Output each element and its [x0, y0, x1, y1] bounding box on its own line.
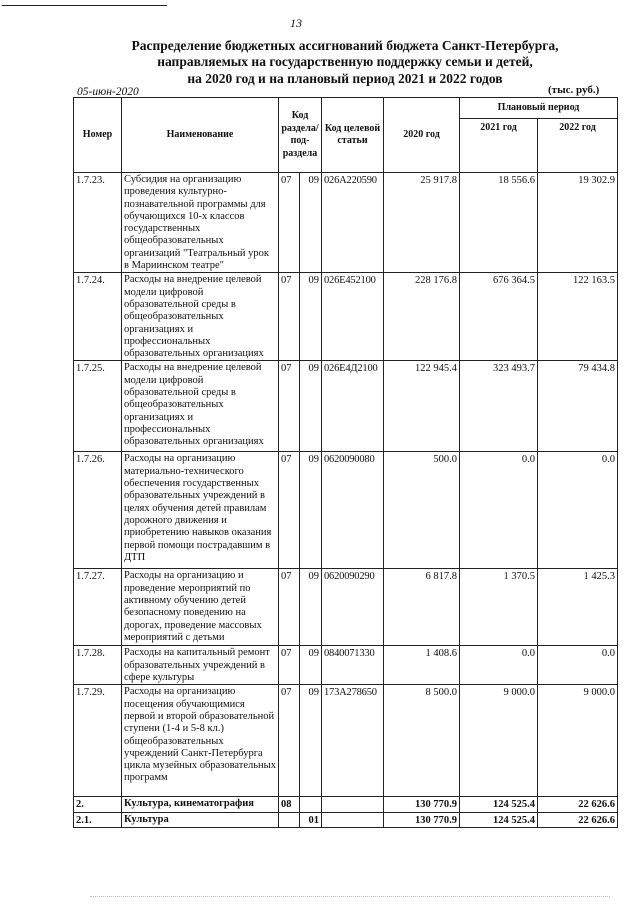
- row-value-2022-cell: 22 626.6: [538, 797, 618, 812]
- title-line-3: на 2020 год и на плановый период 2021 и 2022 годов: [187, 70, 503, 86]
- row-target-code-cell: 026Е452100: [322, 273, 384, 361]
- row-section-cell: 07: [279, 569, 300, 646]
- row-value-2020-cell: 228 176.8: [384, 273, 460, 361]
- row-value-2022-cell: 22 626.6: [538, 812, 618, 827]
- row-subsection-cell: 09: [300, 452, 322, 569]
- row-number-cell: 1.7.29.: [74, 685, 122, 797]
- row-subsection-cell: 09: [300, 173, 322, 273]
- row-name-cell: Культура, кинематография: [122, 797, 279, 812]
- unit-label: (тыс. руб.): [548, 84, 600, 96]
- row-target-code-cell: [322, 797, 384, 812]
- row-number-cell: 1.7.23.: [74, 173, 122, 273]
- row-target-code-cell: 0620090290: [322, 569, 384, 646]
- row-value-2020-cell: 25 917.8: [384, 173, 460, 273]
- row-number-cell: 2.: [74, 797, 122, 812]
- row-value-2022-cell: 9 000.0: [538, 685, 618, 797]
- row-value-2020-cell: 122 945.4: [384, 361, 460, 452]
- column-header-2020: 2020 год: [384, 98, 460, 173]
- row-number-cell: 1.7.27.: [74, 569, 122, 646]
- row-subsection-cell: 09: [300, 569, 322, 646]
- row-value-2021-cell: 124 525.4: [460, 797, 538, 812]
- row-number-cell: 1.7.26.: [74, 452, 122, 569]
- row-section-cell: 07: [279, 646, 300, 685]
- row-value-2022-cell: 1 425.3: [538, 569, 618, 646]
- row-value-2020-cell: 130 770.9: [384, 812, 460, 827]
- row-section-cell: 08: [279, 797, 300, 812]
- row-subsection-cell: 01: [300, 812, 322, 827]
- row-value-2020-cell: 1 408.6: [384, 646, 460, 685]
- row-section-cell: [279, 812, 300, 827]
- row-target-code-cell: 0620090080: [322, 452, 384, 569]
- column-header-section: Код раздела/ под-раздела: [279, 98, 322, 173]
- row-target-code-cell: [322, 812, 384, 827]
- row-subsection-cell: 09: [300, 361, 322, 452]
- row-value-2021-cell: 1 370.5: [460, 569, 538, 646]
- column-header-2021: 2021 год: [460, 119, 538, 173]
- page-number: 13: [290, 16, 302, 30]
- row-value-2020-cell: 500.0: [384, 452, 460, 569]
- row-value-2022-cell: 19 302.9: [538, 173, 618, 273]
- row-value-2021-cell: 124 525.4: [460, 812, 538, 827]
- row-value-2022-cell: 0.0: [538, 452, 618, 569]
- row-value-2021-cell: 676 364.5: [460, 273, 538, 361]
- row-value-2021-cell: 0.0: [460, 646, 538, 685]
- column-header-plan-period: Плановый период: [460, 98, 618, 119]
- column-header-2022: 2022 год: [538, 119, 618, 173]
- row-name-cell: Расходы на организацию посещения обучающимися первой и второй образовательной ступени (1-4 и 5-8 кл.) общеобразовательных учреждений Санкт-Петербурга цикла музейных образовательных программ: [122, 685, 279, 797]
- row-value-2022-cell: 0.0: [538, 646, 618, 685]
- row-name-cell: Субсидия на организацию проведения культурно-познавательной программы для обучающихся 10-х классов государственных общеобразовательных организаций "Театральный урок в Мариинском театре": [122, 173, 279, 273]
- row-subsection-cell: [300, 797, 322, 812]
- document-date: 05-июн-2020: [77, 86, 139, 98]
- row-value-2022-cell: 122 163.5: [538, 273, 618, 361]
- row-target-code-cell: 173А278650: [322, 685, 384, 797]
- row-number-cell: 2.1.: [74, 812, 122, 827]
- row-name-cell: Расходы на капитальный ремонт образовательных учреждений в сфере культуры: [122, 646, 279, 685]
- row-number-cell: 1.7.28.: [74, 646, 122, 685]
- row-name-cell: Расходы на организацию материально-технического обеспечения государственных образовательных учреждений в целях обучения детей правилам дорожного движения и приобретению навыков оказания первой помощи пострадавшим в ДТП: [122, 452, 279, 569]
- row-subsection-cell: 09: [300, 685, 322, 797]
- row-section-cell: 07: [279, 361, 300, 452]
- row-name-cell: Расходы на организацию и проведение мероприятий по активному обучению детей безопасному поведению на дорогах, проведение массовых мероприятий с детьми: [122, 569, 279, 646]
- row-name-cell: Расходы на внедрение целевой модели цифровой образовательной среды в общеобразовательных организациях и профессиональных образовательных организациях: [122, 273, 279, 361]
- table-row: [74, 273, 618, 361]
- table-row: [74, 646, 618, 685]
- row-number-cell: 1.7.24.: [74, 273, 122, 361]
- table-row: [74, 685, 618, 797]
- row-value-2022-cell: 79 434.8: [538, 361, 618, 452]
- title-line-1: Распределение бюджетных ассигнований бюджета Санкт-Петербурга,: [131, 38, 559, 53]
- row-number-cell: 1.7.25.: [74, 361, 122, 452]
- column-header-number: Номер: [74, 98, 122, 173]
- row-value-2021-cell: 0.0: [460, 452, 538, 569]
- row-value-2020-cell: 8 500.0: [384, 685, 460, 797]
- row-value-2021-cell: 9 000.0: [460, 685, 538, 797]
- row-value-2021-cell: 18 556.6: [460, 173, 538, 273]
- table-row: [74, 452, 618, 569]
- column-header-target: Код целевой статьи: [322, 98, 384, 173]
- footer-rule: [90, 896, 610, 897]
- row-target-code-cell: 026Е4Д2100: [322, 361, 384, 452]
- row-target-code-cell: 0840071330: [322, 646, 384, 685]
- table-body: [74, 173, 618, 828]
- row-section-cell: 07: [279, 685, 300, 797]
- title-line-2: направляемых на государственную поддержку семьи и детей,: [157, 54, 533, 70]
- row-value-2020-cell: 6 817.8: [384, 569, 460, 646]
- budget-table: [73, 97, 618, 828]
- column-header-name: Наименование: [122, 98, 279, 173]
- top-rule: [2, 5, 167, 6]
- row-value-2020-cell: 130 770.9: [384, 797, 460, 812]
- row-name-cell: Расходы на внедрение целевой модели цифровой образовательной среды в общеобразовательных организациях и профессиональных образовательных организациях: [122, 361, 279, 452]
- table-row: [74, 569, 618, 646]
- row-target-code-cell: 026А220590: [322, 173, 384, 273]
- row-subsection-cell: 09: [300, 646, 322, 685]
- table-row: [74, 797, 618, 812]
- row-value-2021-cell: 323 493.7: [460, 361, 538, 452]
- row-section-cell: 07: [279, 173, 300, 273]
- row-subsection-cell: 09: [300, 273, 322, 361]
- row-section-cell: 07: [279, 273, 300, 361]
- row-name-cell: Культура: [122, 812, 279, 827]
- table-row: [74, 812, 618, 827]
- table-row: [74, 173, 618, 273]
- document-title: [98, 38, 592, 87]
- table-row: [74, 361, 618, 452]
- row-section-cell: 07: [279, 452, 300, 569]
